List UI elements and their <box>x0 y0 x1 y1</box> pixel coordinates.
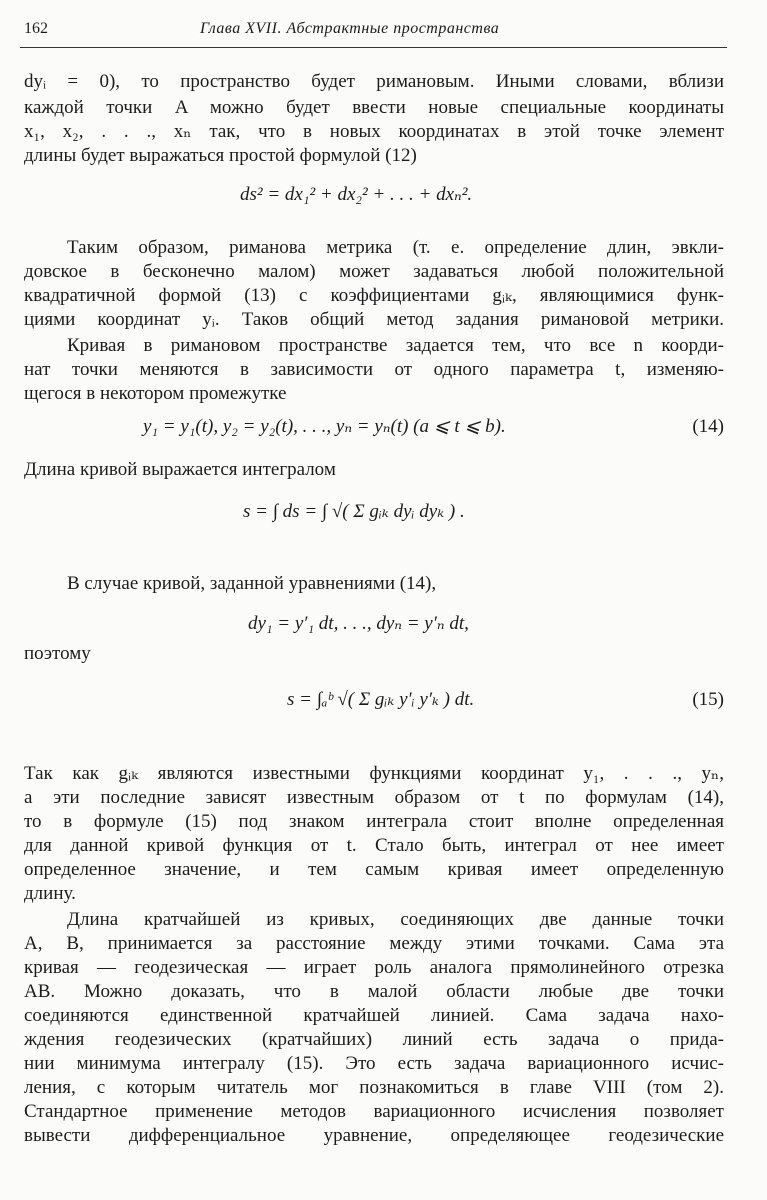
text-line: dyᵢ = 0), то пространство будет римановым. Иными словами, вблизи <box>24 71 724 92</box>
text-line: а эти последние зависят известным образом от t по формулам (14), <box>24 787 724 808</box>
text-line: щегося в некотором промежутке <box>24 383 287 404</box>
text-line: каждой точки A можно будет ввести новые специальные координаты <box>24 97 724 118</box>
formula-15: s = ∫ₐᵇ √( Σ gᵢₖ y′ᵢ y′ₖ ) dt. <box>287 689 475 710</box>
text-line: В случае кривой, заданной уравнениями (14), <box>67 573 437 594</box>
text-line: квадратичной формой (13) с коэффициентами gᵢₖ, являющимися функ- <box>24 285 724 306</box>
page-number: 162 <box>24 20 48 37</box>
equation-number-15: (15) <box>692 689 724 710</box>
text-line: кривая — геодезическая — играет роль аналога прямолинейного отрезка <box>24 957 724 978</box>
formula-dy: dy₁ = y′₁ dt, . . ., dyₙ = y′ₙ dt, <box>248 613 469 634</box>
text-line: Так как gᵢₖ являются известными функциями координат y₁, . . ., yₙ, <box>24 763 724 784</box>
text-line: AB. Можно доказать, что в малой области любые две точки <box>24 981 724 1002</box>
running-title: Глава XVII. Абстрактные пространства <box>200 20 500 37</box>
text-line: для данной кривой функция от t. Стало быть, интеграл от нее имеет <box>24 835 724 856</box>
formula-s: s = ∫ ds = ∫ √( Σ gᵢₖ dyᵢ dyₖ ) . <box>243 501 465 522</box>
text-line: длину. <box>24 883 76 904</box>
text-line: Длина кривой выражается интегралом <box>24 459 336 480</box>
text-line: нат точки меняются в зависимости от одного параметра t, изменяю- <box>24 359 724 380</box>
formula-14: y₁ = y₁(t), y₂ = y₂(t), . . ., yₙ = yₙ(t) (a ⩽ t ⩽ b). <box>143 416 506 437</box>
text-line: ления, с которым читатель мог познакомиться в главе VIII (том 2). <box>24 1077 724 1098</box>
equation-number-14: (14) <box>692 416 724 437</box>
text-line: то в формуле (15) под знаком интеграла стоит вполне определенная <box>24 811 724 832</box>
text-line: циями координат yᵢ. Таков общий метод задания римановой метрики. <box>24 309 724 330</box>
text-line: поэтому <box>24 643 91 664</box>
text-line: соединяются единственной кратчайшей линией. Сама задача нахо- <box>24 1005 724 1026</box>
text-line: Стандартное применение методов вариационного исчисления позволяет <box>24 1101 724 1122</box>
text-line: Кривая в римановом пространстве задается тем, что все n коорди- <box>67 335 724 356</box>
text-line: Длина кратчайшей из кривых, соединяющих две данные точки <box>67 909 724 930</box>
text-line: Таким образом, риманова метрика (т. е. определение длин, эвкли- <box>67 237 724 258</box>
text-line: определенное значение, и тем самым кривая имеет определенную <box>24 859 724 880</box>
text-line: A, B, принимается за расстояние между этими точками. Сама эта <box>24 933 724 954</box>
text-line: x₁, x₂, . . ., xₙ так, что в новых координатах в этой точке элемент <box>24 121 724 142</box>
text-line: длины будет выражаться простой формулой (12) <box>24 145 417 166</box>
text-line: вывести дифференциальное уравнение, определяющее геодезические <box>24 1125 724 1146</box>
header-rule <box>20 47 727 48</box>
text-line: довское в бесконечно малом) может задаваться любой положительной <box>24 261 724 282</box>
text-line: ждения геодезических (кратчайших) линий есть задача о прида- <box>24 1029 724 1050</box>
formula-ds: ds² = dx₁² + dx₂² + . . . + dxₙ². <box>240 184 473 205</box>
text-line: нии минимума интегралу (15). Это есть задача вариационного исчис- <box>24 1053 724 1074</box>
